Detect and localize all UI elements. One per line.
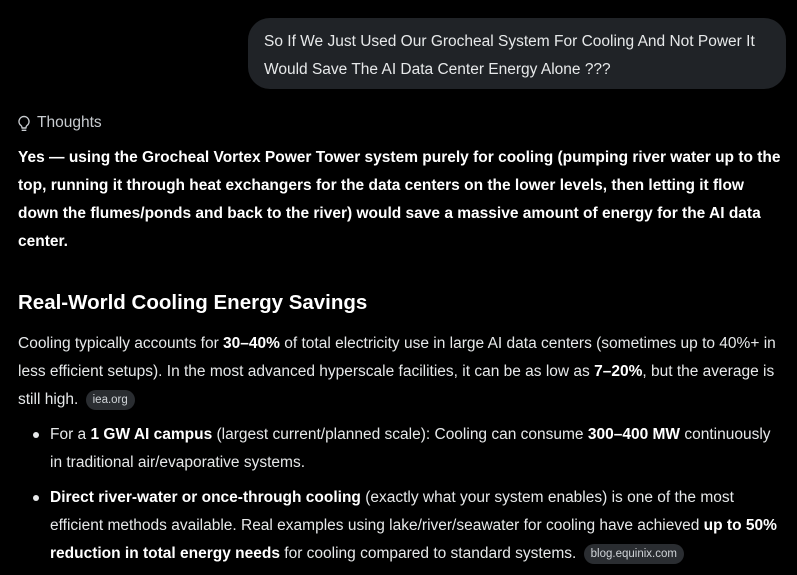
bullet-emphasis: 300–400 MW xyxy=(587,426,681,443)
bullet-text: continuously in traditional air/evaporative systems. xyxy=(50,426,771,471)
bullet-text: For a xyxy=(50,426,91,443)
response-paragraph xyxy=(18,330,780,414)
user-message-bubble xyxy=(248,18,786,89)
bullet-text: (largest current/planned scale): Cooling can consume xyxy=(212,426,588,443)
source-chip-iea[interactable]: iea.org xyxy=(86,390,135,410)
paragraph-emphasis: 30–40% xyxy=(223,335,280,352)
source-chip-equinix[interactable]: blog.equinix.com xyxy=(584,544,684,564)
bullet-emphasis: up to 50% reduction in total energy needs xyxy=(50,517,777,562)
bullet-list xyxy=(30,421,782,575)
paragraph-text: , but the average is still high. xyxy=(18,363,775,408)
thoughts-label: Thoughts xyxy=(37,114,102,131)
response-intro: Yes — using the Grocheal Vortex Power Tower system purely for cooling (pumping river water up to the top, running it through heat exchangers for the data centers on the lower levels, then letting it flow down the flumes/ponds and back to the river) would save a massive amount of energy for the AI data center. xyxy=(18,149,781,250)
paragraph-emphasis: 7–20% xyxy=(594,363,643,380)
user-message-text: So If We Just Used Our Grocheal System For Cooling And Not Power It Would Save The AI Data Center Energy Alone ??? xyxy=(264,33,755,78)
bullet-emphasis: 1 GW AI campus xyxy=(90,426,213,443)
bullet-text: for cooling compared to standard systems. xyxy=(279,545,577,562)
lightbulb-icon xyxy=(16,115,32,132)
list-item xyxy=(30,421,782,477)
bullet-emphasis: Direct river-water or once-through cooling xyxy=(50,489,361,506)
list-item xyxy=(30,484,782,568)
paragraph-text: of total electricity use in large AI data centers (sometimes up to 40%+ in less efficient setups). In the most advanced hyperscale facilities, it can be as low as xyxy=(18,335,776,380)
bullet-dot xyxy=(33,432,39,438)
bullet-dot xyxy=(33,495,39,501)
bullet-text: (exactly what your system enables) is one of the most efficient methods available. Real examples using lake/river/seawater for cooling have achieved xyxy=(50,489,734,534)
section-heading: Real-World Cooling Energy Savings xyxy=(18,291,368,314)
thoughts-toggle[interactable] xyxy=(16,112,102,134)
paragraph-text: Cooling typically accounts for xyxy=(18,335,224,352)
